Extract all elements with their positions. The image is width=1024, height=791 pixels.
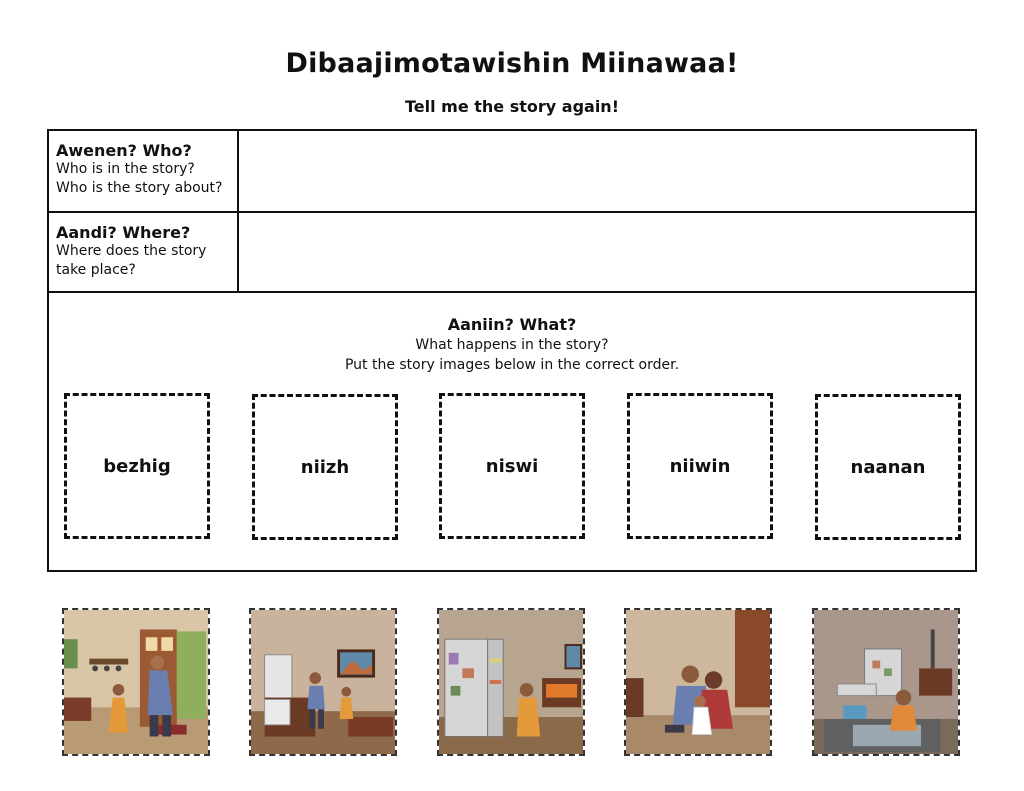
where-row — [49, 213, 975, 293]
what-section-header — [49, 315, 975, 375]
order-slot-label: niiwin — [669, 455, 731, 477]
kitchen-scene-illustration — [251, 610, 395, 754]
story-image-washing-dishes[interactable] — [812, 608, 960, 756]
who-prompt-2: Who is the story about? — [56, 180, 223, 196]
where-heading: Aandi? Where? — [56, 223, 191, 242]
who-label-cell — [49, 131, 239, 211]
what-prompt-2: Put the story images below in the correct order. — [344, 357, 680, 373]
order-slot-label: niswi — [485, 455, 539, 477]
what-prompt-1: What happens in the story? — [415, 337, 609, 353]
where-label-cell — [49, 213, 239, 291]
family-scene-illustration — [626, 610, 770, 754]
page-title: Dibaajimotawishin Miinawaa! — [285, 48, 739, 79]
fridge-scene-illustration — [439, 610, 583, 754]
order-slot-1[interactable] — [64, 393, 210, 539]
what-heading: Aaniin? What? — [447, 315, 577, 334]
story-image-fridge[interactable] — [437, 608, 585, 756]
who-heading: Awenen? Who? — [56, 141, 192, 160]
order-slot-4[interactable] — [627, 393, 773, 539]
order-slot-label: naanan — [850, 456, 926, 478]
where-prompt-2: take place? — [56, 262, 136, 278]
order-slot-3[interactable] — [439, 393, 585, 539]
story-image-arrival-hug[interactable] — [62, 608, 210, 756]
order-slot-2[interactable] — [252, 394, 398, 540]
sink-scene-illustration — [814, 610, 958, 754]
who-prompt-1: Who is in the story? — [56, 161, 195, 177]
doorway-scene-illustration — [64, 610, 208, 754]
who-row — [49, 131, 975, 213]
story-image-family-hug[interactable] — [624, 608, 772, 756]
story-image-kitchen-greeting[interactable] — [249, 608, 397, 756]
where-prompt-1: Where does the story — [56, 243, 207, 259]
page-subtitle: Tell me the story again! — [404, 97, 619, 116]
where-answer-area[interactable] — [242, 213, 975, 291]
order-slot-label: bezhig — [103, 455, 171, 477]
order-slot-5[interactable] — [815, 394, 961, 540]
order-slot-label: niizh — [300, 456, 350, 478]
who-answer-area[interactable] — [242, 131, 975, 211]
